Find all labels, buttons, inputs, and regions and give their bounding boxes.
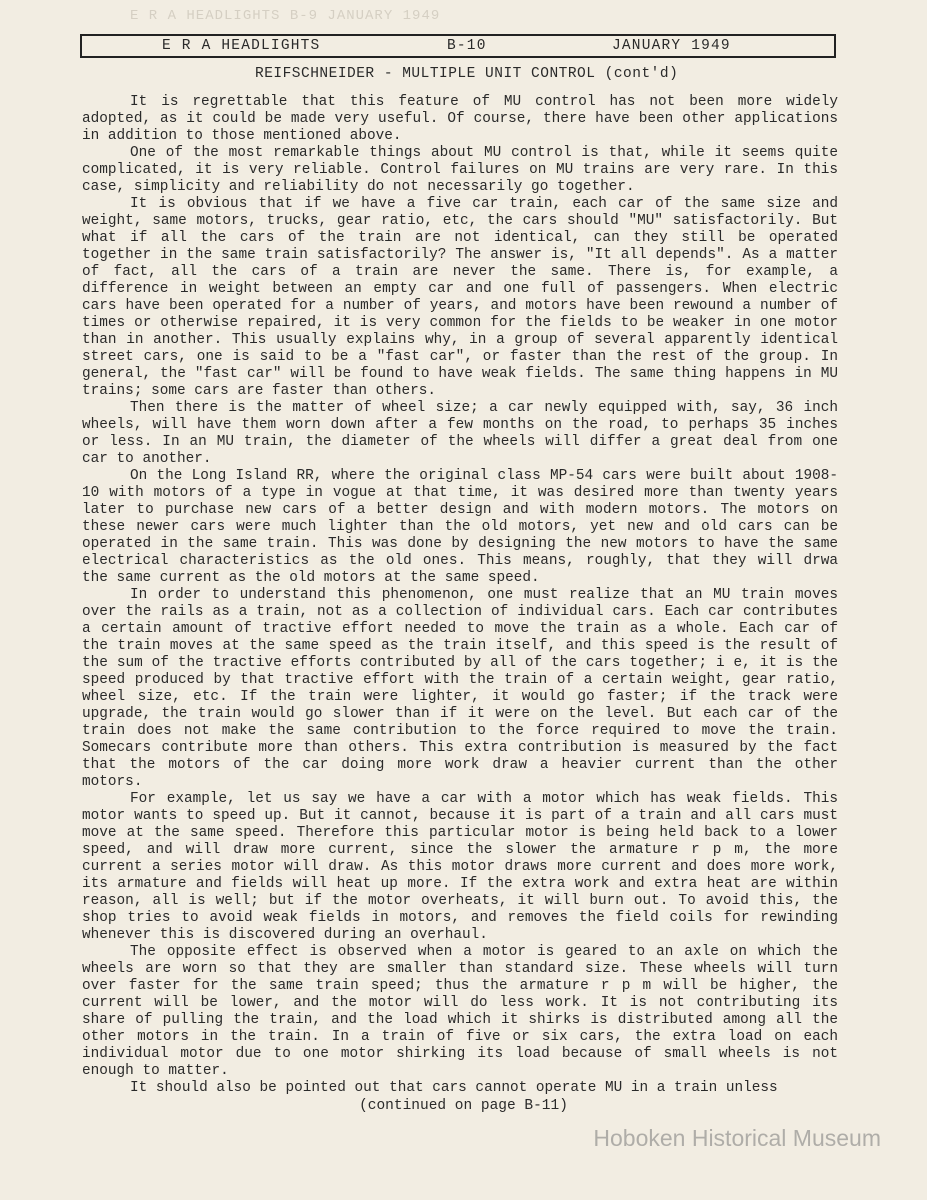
paragraph: The opposite effect is observed when a motor is geared to an axle on which the wheels are worn so that they are smaller than standard size. These wheels will turn over faster for the same train speed; thus the armature r p m will be higher, the current will be lower, and the motor will do less work. It is not contributing its share of pulling the train, and the load which it shirks is distributed among all the other motors in the train. In a train of five or six cars, the extra load on each individual motor due to one motor shirking its load because of small wheels is not enough to matter. (82, 944, 838, 1079)
paragraph: It is regrettable that this feature of MU control has not been more widely adopted, as it could be made very useful. Of course, there have been other applications in addition to those mentioned above. (82, 94, 838, 144)
paragraph: On the Long Island RR, where the original class MP-54 cars were built about 1908-10 with motors of a type in vogue at that time, it was desired more than twenty years later to purchase new cars of a better design and with modern motors. The motors on these newer cars were much lighter than the old motors, yet new and old cars can be operated in the same train. This was done by designing the new motors to have the same electrical characteristics as the old ones. This means, roughly, that they will drwa the same current as the old motors at the same speed. (82, 468, 838, 586)
continuation-note: (continued on page B-11) (359, 1098, 568, 1114)
museum-watermark: Hoboken Historical Museum (593, 1125, 881, 1151)
article-title: REIFSCHNEIDER - MULTIPLE UNIT CONTROL (cont'd) (255, 66, 679, 82)
paragraph: Then there is the matter of wheel size; a car newly equipped with, say, 36 inch wheels, will have them worn down after a few months on the road, to perhaps 35 inches or less. In an MU train, the diameter of the wheels will differ a great deal from one car to another. (82, 400, 838, 467)
paragraph: It should also be pointed out that cars cannot operate MU in a train unless (130, 1080, 778, 1096)
article-body (82, 94, 838, 1097)
page-number: B-10 (447, 38, 487, 54)
publication-name: E R A HEADLIGHTS (162, 38, 321, 54)
page-header (80, 34, 836, 58)
paragraph: In order to understand this phenomenon, one must realize that an MU train moves over the rails as a train, not as a collection of individual cars. Each car contributes a certain amount of tractive effort needed to move the train as a whole. Each car of the train moves at the same speed as the train itself, and this speed is the result of the sum of the tractive efforts contributed by all of the cars together; i e, it is the speed produced by that tractive effort with the train of a certain weight, gear ratio, wheel size, etc. If the train were lighter, it would go faster; if the track were upgrade, the train would go slower than if it were on the level. But each car of the train does not make the same contribution to the force required to move the train. Somecars contribute more than others. This extra contribution is measured by the fact that the motors of the car doing more work draw a heavier current than the other motors. (82, 587, 838, 790)
issue-date: JANUARY 1949 (612, 38, 731, 54)
paragraph: It is obvious that if we have a five car train, each car of the same size and weight, same motors, trucks, gear ratio, etc, the cars should "MU" satisfactorily. But what if all the cars of the train are not identical, can they still be operated together in the same train satisfactorily? The answer is, "It all depends". As a matter of fact, all the cars of a train are never the same. There is, for example, a difference in weight between an empty car and one full of passengers. When electric cars have been operated for a number of years, and motors have been rewound a number of times or otherwise repaired, it is very common for the fields to be weaker in one motor than in another. This usually explains why, in a group of several apparently identical street cars, one is said to be a "fast car", or faster than the rest of the group. In general, the "fast car" will be found to have weak fields. The same thing happens in MU trains; some cars are faster than others. (82, 196, 838, 399)
bleed-through-header: E R A HEADLIGHTS B-9 JANUARY 1949 (130, 8, 441, 24)
paragraph: One of the most remarkable things about MU control is that, while it seems quite complicated, it is very reliable. Control failures on MU trains are very rare. In this case, simplicity and reliability do not necessarily go together. (82, 145, 838, 195)
paragraph: For example, let us say we have a car with a motor which has weak fields. This motor wants to speed up. But it cannot, because it is part of a train and all cars must move at the same speed. Therefore this particular motor is being held back to a lower speed, and will draw more current, since the slower the armature r p m, the more current a series motor will draw. As this motor draws more current and does more work, its armature and fields will heat up more. If the extra work and extra heat are within reason, all is well; but if the motor overheats, it will burn out. To avoid this, the shop tries to avoid weak fields in motors, and removes the field coils for rewinding whenever this is discovered during an overhaul. (82, 791, 838, 943)
